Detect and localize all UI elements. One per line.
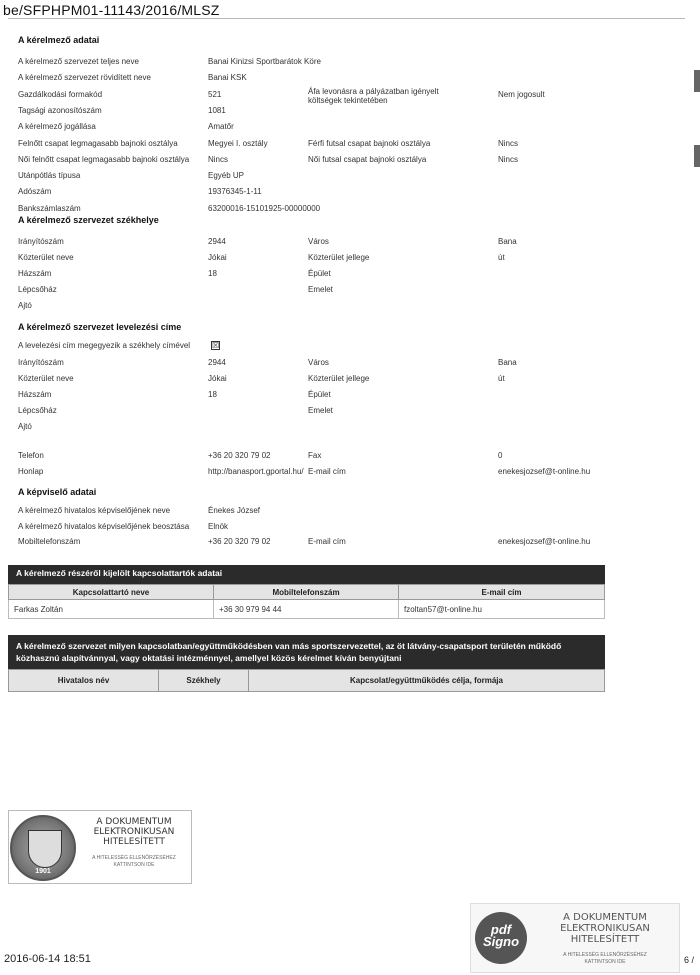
pdfsigno-logo-icon [475, 912, 527, 964]
field-row [18, 73, 683, 87]
document-id: be/SFPHPM01-11143/2016/MLSZ [3, 2, 220, 18]
authentication-stamp-right[interactable] [470, 903, 680, 973]
applicant-heading: A kérelmező adatai [18, 35, 100, 45]
field-row [18, 86, 683, 105]
field-label: Ajtó [18, 301, 32, 310]
field-value-2: Bana [498, 237, 517, 246]
partners-table [8, 669, 605, 692]
field-label-2: Férfi futsal csapat bajnoki osztálya [308, 138, 431, 148]
stamp-left-line4: A HITELESSÉG ELLENŐRZÉSÉHEZ [92, 855, 176, 861]
field-value: http://banasport.gportal.hu/ [208, 466, 304, 476]
contacts-table-title: A kérelmező részéről kijelölt kapcsolattartók adatai [8, 565, 605, 584]
contacts-table-header-row [9, 585, 605, 600]
field-row [18, 422, 683, 436]
field-value: 19376345-1-11 [208, 187, 262, 197]
table-row [9, 600, 605, 619]
field-value: Jókai [208, 253, 227, 262]
field-row [18, 155, 683, 169]
field-label-2: Épület [308, 269, 331, 278]
field-label: Lépcsőház [18, 285, 57, 294]
field-row [18, 253, 683, 267]
field-label-2: Város [308, 237, 329, 246]
field-label: Gazdálkodási formakód [18, 89, 103, 99]
field-label: Házszám [18, 269, 52, 278]
stamp-right-line1: A DOKUMENTUM [563, 912, 647, 923]
contacts-header-email: E-mail cím [399, 585, 605, 600]
stamp-right-line5: KATTINTSON IDE [584, 959, 626, 965]
field-label: Irányítószám [18, 237, 64, 246]
field-label: Honlap [18, 466, 44, 476]
field-row [18, 358, 683, 372]
coat-of-arms-icon [28, 830, 62, 868]
field-label: Házszám [18, 390, 52, 399]
field-value-2: enekesjozsef@t-online.hu [498, 537, 591, 546]
stamp-left-line1: A DOKUMENTUM [96, 817, 172, 827]
field-value-2: Nem jogosult [498, 89, 545, 99]
field-row [18, 187, 683, 201]
field-value: 2944 [208, 358, 226, 367]
field-label-2: Város [308, 358, 329, 367]
contacts-table [8, 584, 605, 619]
mailing-same-label: A levelezési cím megegyezik a székhely címével [18, 341, 191, 350]
field-value-2: út [498, 253, 505, 262]
field-row [18, 467, 683, 481]
field-label: Telefon [18, 451, 44, 460]
representative-heading: A képviselő adatai [18, 487, 97, 497]
field-value: Elnök [208, 521, 229, 531]
field-value: Megyei I. osztály [208, 138, 268, 148]
pdfsigno-logo-bottom: Signo [482, 934, 520, 949]
stamp-right-verify [533, 952, 677, 966]
field-label: Női felnőtt csapat legmagasabb bajnoki osztálya [18, 154, 190, 164]
field-value: +36 20 320 79 02 [208, 537, 271, 546]
field-label: A kérelmező szervezet rövidített neve [18, 73, 151, 83]
field-row [18, 537, 683, 551]
mailing-same-checkbox[interactable]: ☒ [212, 341, 220, 350]
field-row [18, 506, 683, 520]
stamp-right-line3: HITELESÍTETT [570, 934, 640, 945]
field-value-2: Nincs [498, 138, 519, 148]
field-row [18, 451, 683, 465]
field-value: Banai KSK [208, 73, 247, 83]
field-label: Felnőtt csapat legmagasabb bajnoki osztálya [18, 138, 178, 148]
field-value: Egyéb UP [208, 171, 245, 181]
field-value: Jókai [208, 374, 227, 383]
field-value: 2944 [208, 237, 226, 246]
field-value: Nincs [208, 154, 229, 164]
field-value: 63200016-15101925-00000000 [208, 203, 321, 213]
hungarian-seal-icon [10, 815, 76, 881]
pdfsigno-logo-top: pdf [490, 922, 512, 937]
field-value: 1081 [208, 105, 226, 115]
contacts-header-mobile: Mobiltelefonszám [214, 585, 399, 600]
field-label: A kérelmező hivatalos képviselőjének beosztása [18, 521, 190, 531]
field-label-2: Emelet [308, 285, 333, 294]
field-value: 18 [208, 390, 217, 399]
partners-header-seat: Székhely [159, 670, 249, 692]
field-label-2: Emelet [308, 406, 333, 415]
field-label-2: Női futsal csapat bajnoki osztálya [308, 154, 427, 164]
stamp-left-line3: HITELESÍTETT [103, 837, 165, 847]
field-label: A kérelmező hivatalos képviselőjének neve [18, 506, 171, 515]
field-value-2: Bana [498, 358, 517, 367]
page-number: 6 / [684, 955, 695, 965]
stamp-right-line2: ELEKTRONIKUSAN [560, 923, 650, 934]
field-label-2: Áfa levonásra a pályázatban igényelt költségek tekintetében [308, 86, 439, 105]
field-row [18, 106, 683, 120]
field-label-2: Közterület jellege [308, 253, 370, 262]
field-row [18, 122, 683, 136]
field-value: Banai Kinizsi Sportbarátok Köre [208, 57, 321, 66]
contacts-header-name: Kapcsolattartó neve [9, 585, 214, 600]
field-value: 18 [208, 269, 217, 278]
field-row [18, 237, 683, 251]
field-label: Lépcsőház [18, 406, 57, 415]
field-row [18, 374, 683, 388]
authentication-stamp-left[interactable] [8, 810, 192, 884]
contact-mobile-cell: +36 30 979 94 44 [214, 600, 399, 619]
field-row [18, 301, 683, 315]
field-label-2: Épület [308, 390, 331, 399]
field-value: +36 20 320 79 02 [208, 451, 271, 460]
field-value: Énekes József [208, 506, 261, 515]
stamp-left-line5: KATTINTSON IDE [113, 862, 155, 868]
partners-table-header-row [9, 670, 605, 692]
field-label: Tagsági azonosítószám [18, 105, 102, 115]
field-label: A kérelmező jogállása [18, 122, 96, 132]
field-row [18, 390, 683, 404]
mailing-heading: A kérelmező szervezet levelezési címe [18, 322, 182, 332]
partners-header-name: Hivatalos név [9, 670, 159, 692]
field-label: Bankszámlaszám [18, 203, 81, 213]
timestamp: 2016-06-14 18:51 [4, 953, 91, 965]
stamp-left-title [79, 817, 189, 847]
contact-name-cell: Farkas Zoltán [9, 600, 214, 619]
field-value-2: Nincs [498, 154, 519, 164]
partners-header-purpose: Kapcsolat/együttműködés célja, formája [249, 670, 605, 692]
field-label-2: E-mail cím [308, 466, 346, 476]
partners-table-title: A kérelmező szervezet milyen kapcsolatban/együttműködésben van más sportszervezettel, az öt látvány-csapatsport területén működő közhasznú alapítvánnyal, vagy oktatási intézménnyel, amellyel közös kérelmet kíván benyújtani [8, 635, 605, 669]
stamp-right-title [533, 912, 677, 945]
seal-year: 1901 [35, 868, 51, 875]
field-row [18, 57, 683, 71]
stamp-right-line4: A HITELESSÉG ELLENŐRZÉSÉHEZ [563, 952, 647, 958]
field-row [18, 406, 683, 420]
field-row [18, 139, 683, 153]
field-row [18, 171, 683, 185]
field-label: Ajtó [18, 422, 32, 431]
contact-email-cell: fzoltan57@t-online.hu [399, 600, 605, 619]
field-label: Mobiltelefonszám [18, 537, 81, 546]
stamp-left-line2: ELEKTRONIKUSAN [93, 827, 175, 837]
scan-mark-middle [694, 145, 700, 167]
field-label: Közterület neve [18, 374, 74, 383]
field-row [18, 522, 683, 536]
field-row [18, 269, 683, 283]
field-label: A kérelmező szervezet teljes neve [18, 57, 139, 66]
field-value: Amatőr [208, 122, 234, 132]
field-value-2: út [498, 374, 505, 383]
field-value: 521 [208, 89, 222, 99]
field-row [18, 285, 683, 299]
field-label: Közterület neve [18, 253, 74, 262]
field-label: Utánpótlás típusa [18, 171, 81, 181]
field-label: Irányítószám [18, 358, 64, 367]
stamp-left-verify [79, 855, 189, 869]
field-label: Adószám [18, 187, 52, 197]
seat-heading: A kérelmező szervezet székhelye [18, 215, 159, 225]
field-label-2: Fax [308, 451, 322, 460]
field-label-2: E-mail cím [308, 537, 346, 546]
field-value-2: enekesjozsef@t-online.hu [498, 466, 591, 476]
mailing-same-row [18, 341, 683, 355]
scan-mark-top [694, 70, 700, 92]
field-label-2: Közterület jellege [308, 374, 370, 383]
field-value-2: 0 [498, 451, 503, 460]
